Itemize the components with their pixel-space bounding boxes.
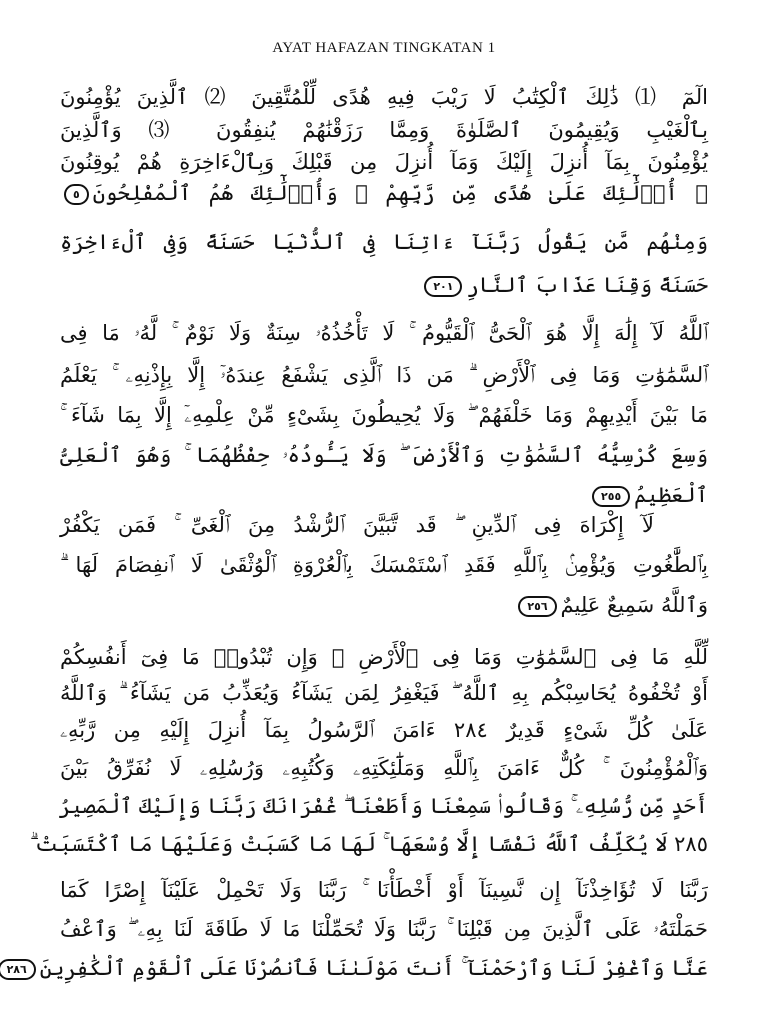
- verse-line: [60, 80, 708, 114]
- verse-line: [60, 640, 708, 674]
- verse-line: [60, 478, 708, 512]
- verse-text: ٱلْعَظِيمُ: [634, 483, 708, 507]
- verse-line: [60, 912, 708, 946]
- verse-number-marker: ٢٨٦: [0, 959, 36, 980]
- verse-text: وَمِنْهُم مَّن يَقُولُ رَبَّنَآ ءَاتِنَا فِى ٱلدُّنْيَا حَسَنَةً وَفِى ٱلْءَاخِرَةِ: [60, 230, 708, 254]
- verse-line: [60, 873, 708, 907]
- verse-line: [60, 176, 708, 210]
- verse-text: بِٱلْغَيْبِ وَيُقِيمُونَ ٱلصَّلَوٰةَ وَمِمَّا رَزَقْنَٰهُمْ يُنفِقُونَ ⑶ وَٱلَّذِينَ: [60, 118, 708, 142]
- verse-text: وَٱلْمُؤْمِنُونَ ۚ كُلٌّ ءَامَنَ بِٱللَّهِ وَمَلَٰٓئِكَتِهِۦ وَكُتُبِهِۦ وَرُسُلِهِۦ لَا نُفَرِّقُ بَيْنَ: [60, 756, 708, 780]
- verse-text: أَحَدٍ مِّن رُّسُلِهِۦ ۚ وَقَالُوا۟ سَمِعْنَا وَأَطَعْنَا ۖ غُفْرَانَكَ رَبَّنَا وَإِلَيْكَ ٱلْمَصِيرُ: [58, 794, 708, 818]
- verse-number-marker: ٢٥٦: [518, 596, 556, 617]
- verse-number-marker: ٢٠١: [424, 276, 462, 297]
- verse-text: حَسَنَةً وَقِنَا عَذَابَ ٱلنَّارِ: [466, 273, 708, 297]
- verse-text: يُؤْمِنُونَ بِمَآ أُنزِلَ إِلَيْكَ وَمَآ أُنزِلَ مِن قَبْلِكَ وَبِٱلْءَاخِرَةِ هُمْ يُوقِنُونَ: [60, 150, 708, 174]
- verse-line: [60, 588, 708, 622]
- verse-line: [60, 438, 708, 472]
- verse-line: [60, 358, 708, 392]
- verse-line: [6, 951, 708, 985]
- verse-text: وَسِعَ كُرْسِيُّهُ ٱلسَّمَٰوَٰتِ وَٱلْأَرْضَ ۖ وَلَا يَـُٔودُهُۥ حِفْظُهُمَا ۚ وَهُوَ ٱلْعَلِىُّ: [60, 443, 708, 467]
- verse-text: عَنَّا وَٱغْفِرْ لَنَا وَٱرْحَمْنَآ ۚ أَنتَ مَوْلَىٰنَا فَٱنصُرْنَا عَلَى ٱلْقَوْمِ ٱلْكَٰفِرِينَ: [39, 956, 708, 980]
- verse-line: [60, 113, 708, 147]
- verse-line: [60, 751, 708, 785]
- verse-line: [60, 316, 708, 350]
- verse-text: حَمَلْتَهُۥ عَلَى ٱلَّذِينَ مِن قَبْلِنَا ۚ رَبَّنَا وَلَا تُحَمِّلْنَا مَا لَا طَاقَةَ لَنَا بِهِۦ ۖ وَٱعْفُ: [60, 917, 708, 941]
- verse-number-marker: ٢٥٥: [592, 486, 630, 507]
- page-title: AYAT HAFAZAN TINGKATAN 1: [272, 40, 496, 56]
- verse-text: لِّلَّهِ مَا فِى ٱلسَّمَٰوَٰتِ وَمَا فِى ٱلْأَرْضِ ۗ وَإِن تُبْدُوا۟ مَا فِىٓ أَنفُسِكُمْ: [60, 645, 708, 669]
- verse-text: رَبَّنَا لَا تُؤَاخِذْنَآ إِن نَّسِينَآ أَوْ أَخْطَأْنَا ۚ رَبَّنَا وَلَا تَحْمِلْ عَلَيْنَآ إِصْرًا كَمَا: [60, 878, 708, 902]
- verse-line: [29, 827, 708, 861]
- verse-text: عَلَىٰ كُلِّ شَىْءٍ قَدِيرٌ ٢٨٤ ءَامَنَ ٱلرَّسُولُ بِمَآ أُنزِلَ إِلَيْهِ مِن رَّبِّهِۦ: [60, 718, 708, 742]
- verse-text: ٱلسَّمَٰوَٰتِ وَمَا فِى ٱلْأَرْضِ ۗ مَن ذَا ٱلَّذِى يَشْفَعُ عِندَهُۥٓ إِلَّا بِإِذْنِهِۦ ۚ يَعْلَمُ: [60, 363, 708, 387]
- verse-text: أَوْ تُخْفُوهُ يُحَاسِبْكُم بِهِ ٱللَّهُ ۖ فَيَغْفِرُ لِمَن يَشَآءُ وَيُعَذِّبُ مَن يَشَآءُ ۗ وَٱللَّهُ: [60, 681, 708, 705]
- verse-line: [60, 268, 708, 302]
- verse-line: [60, 676, 708, 710]
- verse-text: لَآ إِكْرَاهَ فِى ٱلدِّينِ ۖ قَد تَّبَيَّنَ ٱلرُّشْدُ مِنَ ٱلْغَىِّ ۚ فَمَن يَكْفُرْ: [60, 513, 654, 537]
- verse-line: [60, 713, 708, 747]
- verse-text: الٓمٓ ⑴ ذَٰلِكَ ٱلْكِتَٰبُ لَا رَيْبَ فِيهِ هُدًى لِّلْمُتَّقِينَ ⑵ ٱلَّذِينَ يُؤْمِنُونَ: [60, 85, 708, 109]
- verse-text: مَا بَيْنَ أَيْدِيهِمْ وَمَا خَلْفَهُمْ ۖ وَلَا يُحِيطُونَ بِشَىْءٍ مِّنْ عِلْمِهِۦٓ إِلَّا بِمَا شَآءَ ۚ: [60, 403, 708, 427]
- verse-line: [60, 398, 708, 432]
- verse-text: ٢٨٥ لَا يُكَلِّفُ ٱللَّهُ نَفْسًا إِلَّا وُسْعَهَا ۚ لَهَا مَا كَسَبَتْ وَعَلَيْهَا مَا ٱكْتَسَبَتْ ۗ: [29, 832, 708, 856]
- verse-line: [60, 508, 708, 542]
- verse-line: [60, 225, 708, 259]
- verse-number-marker: ٥: [64, 184, 89, 205]
- verse-line: [60, 548, 708, 582]
- verse-text: ⑷ أُو۟لَٰٓئِكَ عَلَىٰ هُدًى مِّن رَّبِّهِمْ ۖ وَأُو۟لَٰٓئِكَ هُمُ ٱلْمُفْلِحُونَ: [92, 181, 708, 205]
- verse-line: [60, 145, 708, 179]
- verse-text: بِٱلطَّٰغُوتِ وَيُؤْمِنۢ بِٱللَّهِ فَقَدِ ٱسْتَمْسَكَ بِٱلْعُرْوَةِ ٱلْوُثْقَىٰ لَا ٱنفِصَامَ لَهَا ۗ: [60, 553, 708, 577]
- verse-text: وَٱللَّهُ سَمِيعٌ عَلِيمٌ: [560, 593, 708, 617]
- verse-line: [60, 789, 708, 823]
- verse-text: ٱللَّهُ لَآ إِلَٰهَ إِلَّا هُوَ ٱلْحَىُّ ٱلْقَيُّومُ ۚ لَا تَأْخُذُهُۥ سِنَةٌ وَلَا نَوْمٌ ۚ لَّهُۥ مَا فِى: [60, 321, 708, 345]
